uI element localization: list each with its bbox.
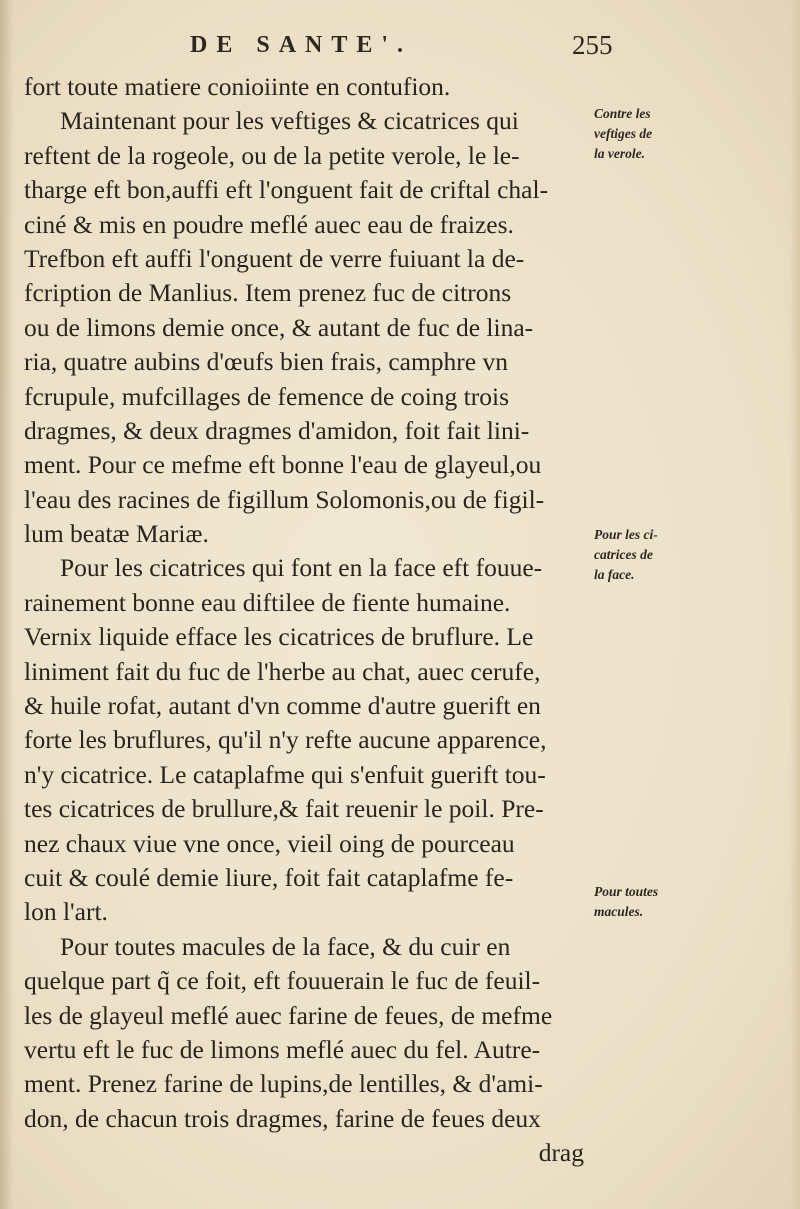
text-line: fcrupule, mufcillages de femence de coing trois: [24, 381, 510, 411]
text-line: vertu eft le fuc de limons meflé auec du fel. Autre-: [24, 1034, 541, 1064]
text-line: & huile rofat, autant d'vn comme d'autre guerift en: [24, 691, 541, 721]
text-line: fcription de Manlius. Item prenez fuc de citrons: [24, 278, 512, 308]
text-line: ou de limons demie once, & autant de fuc de lina-: [24, 312, 534, 342]
note-line: Contre les: [594, 106, 651, 121]
text-line: ment. Pour ce mefme eft bonne l'eau de glayeul,ou: [24, 450, 542, 480]
text-line: nez chaux viue vne once, vieil oing de pourceau: [24, 828, 515, 858]
text-line: les de glayeul meflé auec farine de feues, de mefme: [24, 1000, 553, 1030]
text-line: dragmes, & deux dragmes d'amidon, foit fait lini-: [24, 415, 530, 445]
page-edge: [790, 0, 800, 1209]
note-line: macules.: [594, 904, 644, 919]
main-text-block: [24, 70, 592, 1171]
text-line: tharge eft bon,auffi eft l'onguent fait de criftal chal-: [24, 175, 549, 205]
text-line: n'y cicatrice. Le cataplafme qui s'enfuit guerift tou-: [24, 759, 546, 789]
note-line: Pour toutes: [594, 884, 659, 899]
text-line: forte les bruflures, qu'il n'y refte aucune apparence,: [24, 725, 547, 755]
text-line: lon l'art.: [24, 897, 108, 927]
text-line: ria, quatre aubins d'œufs bien frais, camphre vn: [24, 347, 508, 377]
text-line: l'eau des racines de figillum Solomonis,ou de figil-: [24, 484, 545, 514]
paragraph: [24, 930, 592, 1136]
note-line: la verole.: [594, 146, 645, 161]
text-line: don, de chacun trois dragmes, farine de feues deux: [24, 1103, 541, 1133]
text-line: quelque part q̃ ce foit, eft fouuerain le fuc de feuil-: [24, 966, 541, 996]
marginal-note-verole: [594, 104, 704, 164]
text-line: Maintenant pour les veftiges & cicatrices qui: [60, 106, 519, 136]
text-line: rainement bonne eau diftilee de fiente humaine.: [24, 587, 511, 617]
page-gutter-shadow: [0, 0, 14, 1209]
text-line: cuit & coulé demie liure, foit fait cataplafme fe-: [24, 862, 514, 892]
note-line: catrices de: [594, 547, 653, 562]
text-line: ment. Prenez farine de lupins,de lentilles, & d'ami-: [24, 1069, 543, 1099]
text-line: Vernix liquide efface les cicatrices de bruflure. Le: [24, 622, 534, 652]
marginal-note-macules: [594, 882, 704, 922]
note-line: Pour les ci-: [594, 527, 658, 542]
paragraph: [24, 104, 592, 551]
catchword: drag: [538, 1138, 584, 1168]
note-line: la face.: [594, 567, 635, 582]
page-header: [0, 28, 800, 68]
page-number: 255: [572, 30, 613, 60]
running-head: DE SANTE'.: [190, 32, 413, 58]
text-line: fort toute matiere conioiinte en contufion.: [24, 72, 451, 101]
text-line: Trefbon eft auffi l'onguent de verre fuiuant la de-: [24, 243, 525, 273]
text-line: Pour les cicatrices qui font en la face eft fouue-: [60, 553, 543, 583]
text-line: lum beatæ Mariæ.: [24, 519, 209, 549]
text-line: ciné & mis en poudre meflé auec eau de fraizes.: [24, 209, 514, 239]
text-line: liniment fait du fuc de l'herbe au chat, auec cerufe,: [24, 656, 541, 686]
text-line: tes cicatrices de brullure,& fait reuenir le poil. Pre-: [24, 794, 544, 824]
text-line: Pour toutes macules de la face, & du cuir en: [60, 931, 511, 961]
paragraph: [24, 551, 592, 929]
note-line: veftiges de: [594, 126, 653, 141]
text-line: reftent de la rogeole, ou de la petite verole, le le-: [24, 140, 520, 170]
paragraph: [24, 70, 592, 104]
marginal-note-face: [594, 525, 704, 585]
